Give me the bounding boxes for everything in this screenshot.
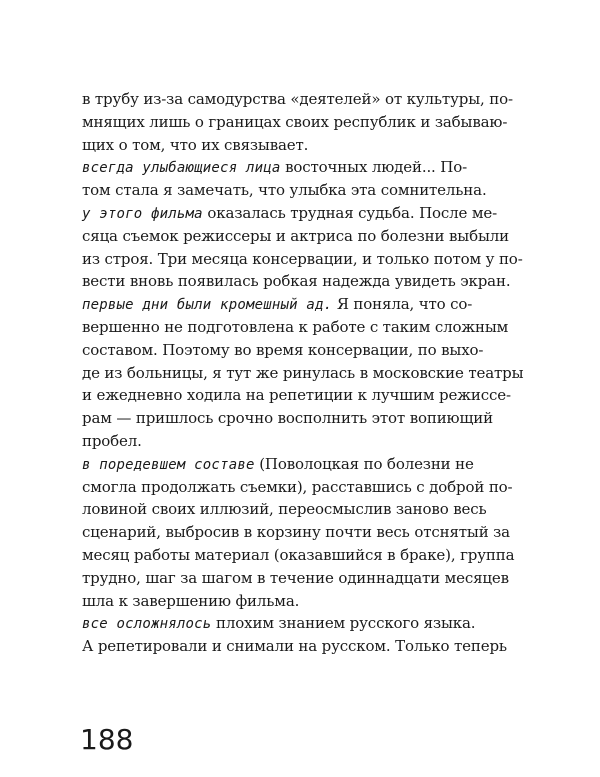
text-line <box>82 430 522 453</box>
emphasized-phrase: первые дни были кромешный ад. <box>82 297 333 314</box>
text-line <box>82 521 522 544</box>
text-line <box>82 225 522 248</box>
line-text: плохим знанием русского языка. <box>211 614 476 633</box>
text-line <box>82 88 522 111</box>
text-line <box>82 544 522 567</box>
text-line <box>82 111 522 134</box>
line-text: щих о том, что их связывает. <box>82 135 309 154</box>
emphasized-phrase: все осложнялось <box>82 616 212 633</box>
line-text: оказалась трудная судьба. После ме- <box>202 203 498 222</box>
text-line <box>82 339 522 362</box>
line-text: вести вновь появилась робкая надежда увидеть экран. <box>82 272 511 291</box>
line-text: вершенно не подготовлена к работе с таким сложным <box>82 317 509 336</box>
line-text: пробел. <box>82 431 142 450</box>
line-text: шла к завершению фильма. <box>82 591 300 610</box>
text-line <box>82 362 522 385</box>
line-text: сяца съемок режиссеры и актриса по болезни выбыли <box>82 226 509 245</box>
line-text: рам — пришлось срочно восполнить этот вопиющий <box>82 409 493 428</box>
page-number: 188 <box>80 723 134 756</box>
body-text <box>82 88 522 658</box>
line-text: том стала я замечать, что улыбка эта сомнительна. <box>82 181 487 200</box>
line-text: сценарий, выбросив в корзину почти весь отснятый за <box>82 523 510 542</box>
text-line <box>82 476 522 499</box>
emphasized-phrase: в поредевшем составе <box>82 456 255 473</box>
emphasized-phrase: у этого фильма <box>82 205 203 222</box>
text-line <box>82 635 522 658</box>
line-text: де из больницы, я тут же ринулась в московские театры <box>82 363 524 382</box>
line-text: ловиной своих иллюзий, переосмыслив заново весь <box>82 500 487 519</box>
text-line <box>82 134 522 157</box>
text-line <box>82 179 522 202</box>
line-text: смогла продолжать съемки), расставшись с доброй по- <box>82 477 513 496</box>
text-line <box>82 498 522 521</box>
line-text: (Поволоцкая по болезни не <box>254 454 474 473</box>
line-text: А репетировали и снимали на русском. Только теперь <box>82 637 507 656</box>
line-text: в трубу из-за самодурства «деятелей» от культуры, по- <box>82 90 513 108</box>
line-text: из строя. Три месяца консервации, и только потом у по- <box>82 249 523 268</box>
text-line <box>82 316 522 339</box>
text-line <box>82 453 522 476</box>
line-text: трудно, шаг за шагом в течение одиннадцати месяцев <box>82 568 509 587</box>
text-line <box>82 567 522 590</box>
text-line <box>82 407 522 430</box>
line-text: и ежедневно ходила на репетиции к лучшим режиссе- <box>82 386 511 405</box>
text-line <box>82 248 522 271</box>
line-text: Я поняла, что со- <box>332 295 473 314</box>
text-line <box>82 156 522 179</box>
line-text: составом. Поэтому во время консервации, по выхо- <box>82 340 484 359</box>
line-text: восточных людей... По- <box>280 158 468 177</box>
text-line <box>82 270 522 293</box>
text-line <box>82 612 522 635</box>
emphasized-phrase: всегда улыбающиеся лица <box>82 160 281 177</box>
line-text: мнящих лишь о границах своих республик и забываю- <box>82 112 508 131</box>
text-line <box>82 202 522 225</box>
text-line <box>82 590 522 613</box>
line-text: месяц работы материал (оказавшийся в браке), группа <box>82 545 515 564</box>
text-line <box>82 293 522 316</box>
text-line <box>82 384 522 407</box>
